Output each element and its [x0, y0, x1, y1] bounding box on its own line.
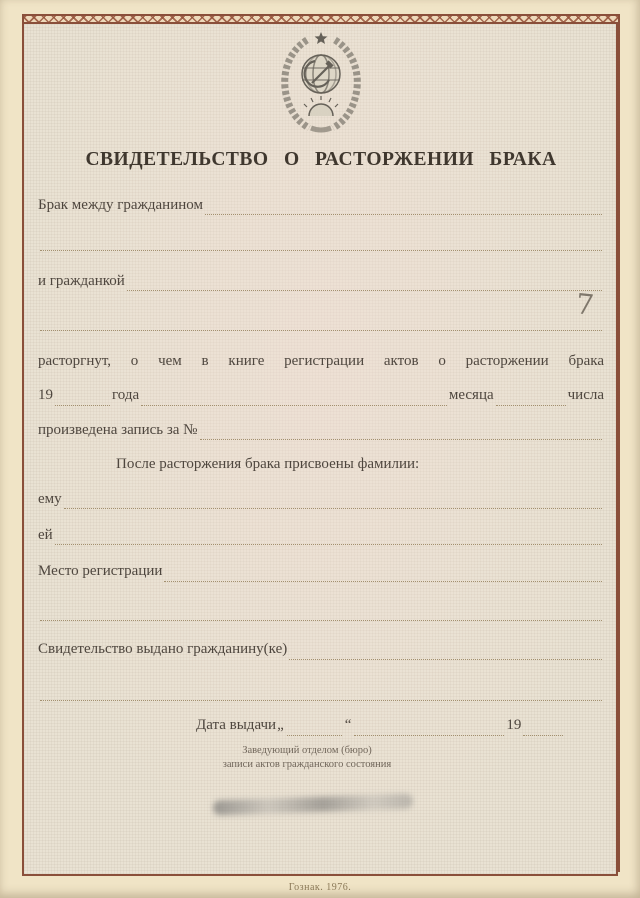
smudged-serial-number: [213, 793, 413, 815]
issued-continuation-row: [38, 682, 604, 702]
handwritten-mark: 7: [574, 287, 596, 322]
surnames-heading: После расторжения брака присвоены фамилии:: [116, 455, 420, 472]
her-surname-blank-line: [55, 526, 602, 546]
year-blank-line: [55, 386, 110, 406]
close-quote: “: [344, 717, 352, 734]
day-blank-line: [496, 386, 566, 406]
official-signature-block: [142, 744, 472, 773]
official-title-line1: Заведующий отделом (бюро): [242, 744, 372, 756]
issued-to-label: Свидетельство выдано гражданину(ке): [38, 641, 288, 658]
registration-place-row: [38, 561, 604, 581]
wife-label: и гражданкой: [38, 273, 125, 289]
his-surname-row: [38, 489, 604, 509]
certificate-content: [38, 28, 604, 874]
year-prefix: 19: [38, 387, 53, 404]
day-word: числа: [567, 387, 604, 404]
husband-label: Брак между гражданином: [38, 197, 203, 213]
wife-continuation-row: [38, 311, 604, 331]
blank-line: [40, 682, 602, 702]
issue-year-blank-line: [523, 716, 563, 736]
open-quote: „: [277, 717, 284, 734]
dissolution-statement: расторгнут, о чем в книге регистрации актов о расторжении брака: [38, 353, 604, 369]
issue-date-label: Дата выдачи: [196, 717, 277, 734]
wife-name-blank-line: [127, 272, 602, 292]
blank-line: [40, 602, 602, 622]
issue-day-blank-line: [287, 716, 342, 736]
registration-place-blank-line: [164, 562, 602, 582]
issue-date-row: [196, 715, 604, 735]
certificate-title: СВИДЕТЕЛЬСТВО О РАСТОРЖЕНИИ БРАКА: [85, 149, 557, 170]
issued-to-blank-line: [289, 640, 602, 660]
his-surname-blank-line: [64, 489, 602, 509]
official-title-line2: записи актов гражданского состояния: [222, 759, 392, 771]
blank-line: [40, 231, 602, 251]
blank-line: [40, 311, 602, 331]
registration-place-label: Место регистрации: [38, 563, 163, 580]
record-number-blank-line: [200, 420, 603, 440]
issued-to-row: [38, 639, 604, 659]
emblem-block: [38, 30, 604, 141]
record-entry-row: [38, 420, 604, 440]
goznak-imprint: Гознак. 1976.: [288, 882, 352, 893]
his-surname-label: ему: [38, 490, 62, 507]
month-blank-line: [141, 386, 447, 406]
wife-row: [38, 271, 604, 291]
husband-name-blank-line: [205, 196, 602, 216]
husband-row: [38, 195, 604, 215]
month-word: месяца: [448, 387, 494, 404]
her-surname-row: [38, 525, 604, 545]
record-entry-label: произведена запись за №: [38, 421, 198, 438]
her-surname-label: ей: [38, 527, 53, 543]
year-word: года: [112, 387, 140, 404]
issue-month-blank-line: [354, 716, 504, 736]
husband-continuation-row: [38, 231, 604, 251]
record-date-row: [38, 385, 604, 405]
registration-continuation-row: [38, 602, 604, 622]
ussr-state-emblem-icon: [271, 30, 371, 141]
issue-year-prefix: 19: [506, 717, 522, 734]
certificate-paper: [22, 22, 618, 876]
